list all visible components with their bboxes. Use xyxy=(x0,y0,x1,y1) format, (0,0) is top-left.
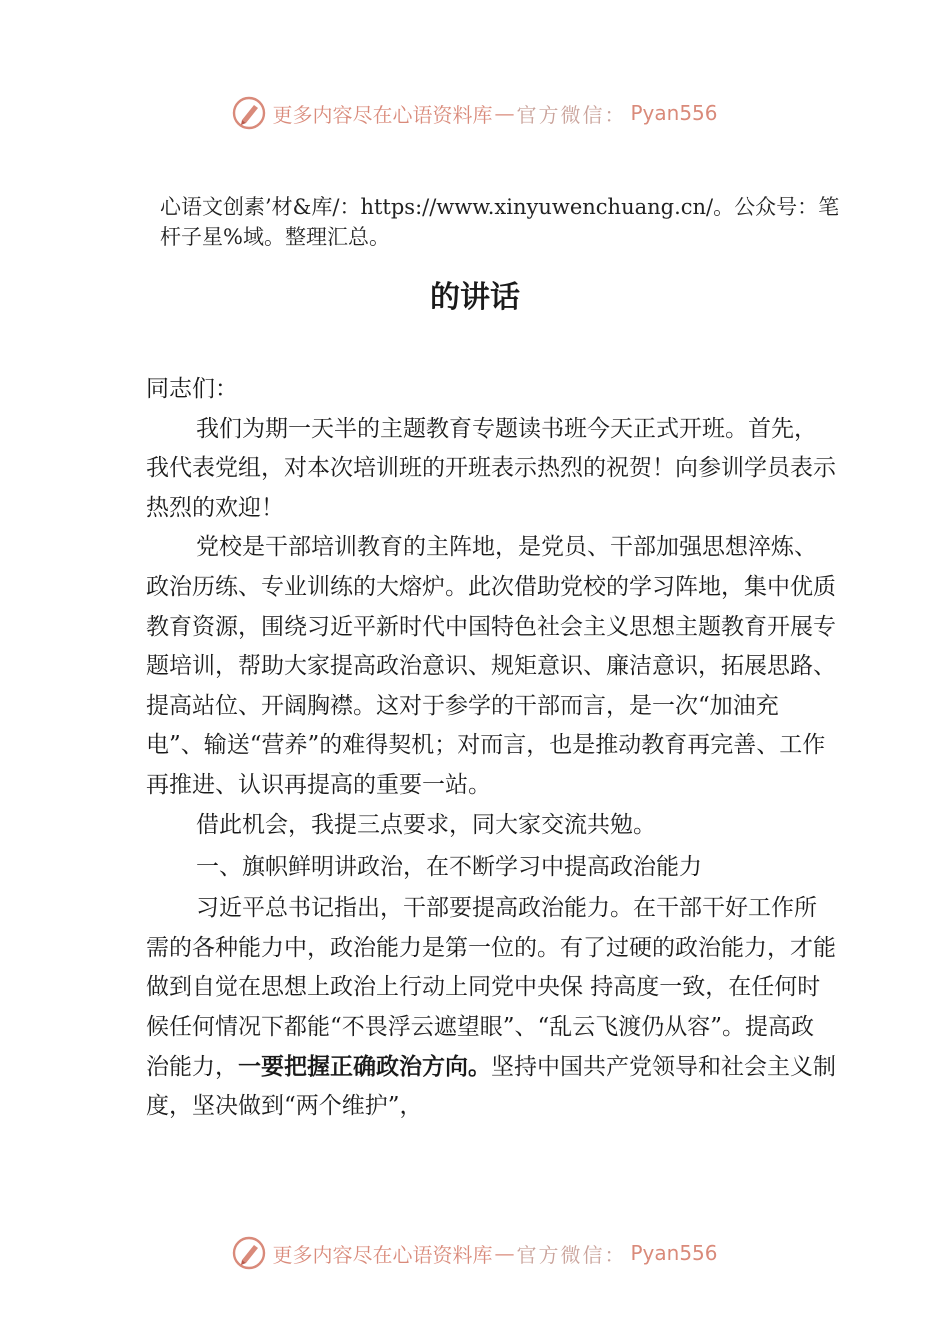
section-text-bold: 一要把握正确政治方向。 xyxy=(238,1053,491,1080)
document-title: 的讲话 xyxy=(430,280,520,315)
section-text-before: 习近平总书记指出，干部要提高政治能力。在干部干好工作所需的各种能力中，政治能力是第一位的。有了过硬的政治能力，才能做到自觉在思想上政治上行动上同党中央保 持高度一致，在任何时候任何情况下都能“不畏浮云遮望眼”、“乱云飞渡仍从容”。提高政治能力， xyxy=(146,895,836,1080)
watermark-wechat-id: Pyan556 xyxy=(630,1241,718,1265)
watermark-wechat-label: 官方微信： xyxy=(516,102,627,127)
pen-logo-icon xyxy=(232,1236,266,1270)
document-body xyxy=(146,370,836,1127)
watermark-text: 更多内容尽在心语资料库 xyxy=(272,102,493,127)
paragraph-1: 我们为期一天半的主题教育专题读书班今天正式开班。首先，我代表党组，对本次培训班的开班表示热烈的祝贺！向参训学员表示热烈的欢迎！ xyxy=(146,415,836,521)
watermark-footer xyxy=(0,1233,950,1273)
watermark-text: 更多内容尽在心语资料库 xyxy=(272,1242,493,1267)
section-text-after: 坚持中国共产党领导和社会主义制度，坚决做到“两个维护”， xyxy=(146,1053,836,1120)
pen-logo-icon xyxy=(232,96,266,130)
greeting: 同志们： xyxy=(146,376,238,402)
watermark-wechat-id: Pyan556 xyxy=(630,101,718,125)
source-note: 心语文创素’材&库/：https://www.xinyuwenchuang.cn/。公众号：笔杆子星%域。整理汇总。 xyxy=(160,195,840,249)
section-paragraph xyxy=(146,889,836,1127)
watermark-separator: — xyxy=(494,101,515,125)
watermark-header xyxy=(0,93,950,133)
paragraph-3: 借此机会，我提三点要求，同大家交流共勉。 xyxy=(196,811,656,838)
watermark-separator: — xyxy=(494,1241,515,1265)
section-heading: 一、旗帜鲜明讲政治，在不断学习中提高政治能力 xyxy=(196,854,702,881)
watermark-wechat-label: 官方微信： xyxy=(516,1242,627,1267)
paragraph-2: 党校是干部培训教育的主阵地，是党员、干部加强思想淬炼、政治历练、专业训练的大熔炉。此次借助党校的学习阵地，集中优质教育资源，围绕习近平新时代中国特色社会主义思想主题教育开展专题培训，帮助大家提高政治意识、规矩意识、廉洁意识，拓展思路、提高站位、开阔胸襟。这对于参学的干部而言，是一次“加油充电”、输送“营养”的难得契机；对而言，也是推动教育再完善、工作再推进、认识再提高的重要一站。 xyxy=(146,534,836,798)
